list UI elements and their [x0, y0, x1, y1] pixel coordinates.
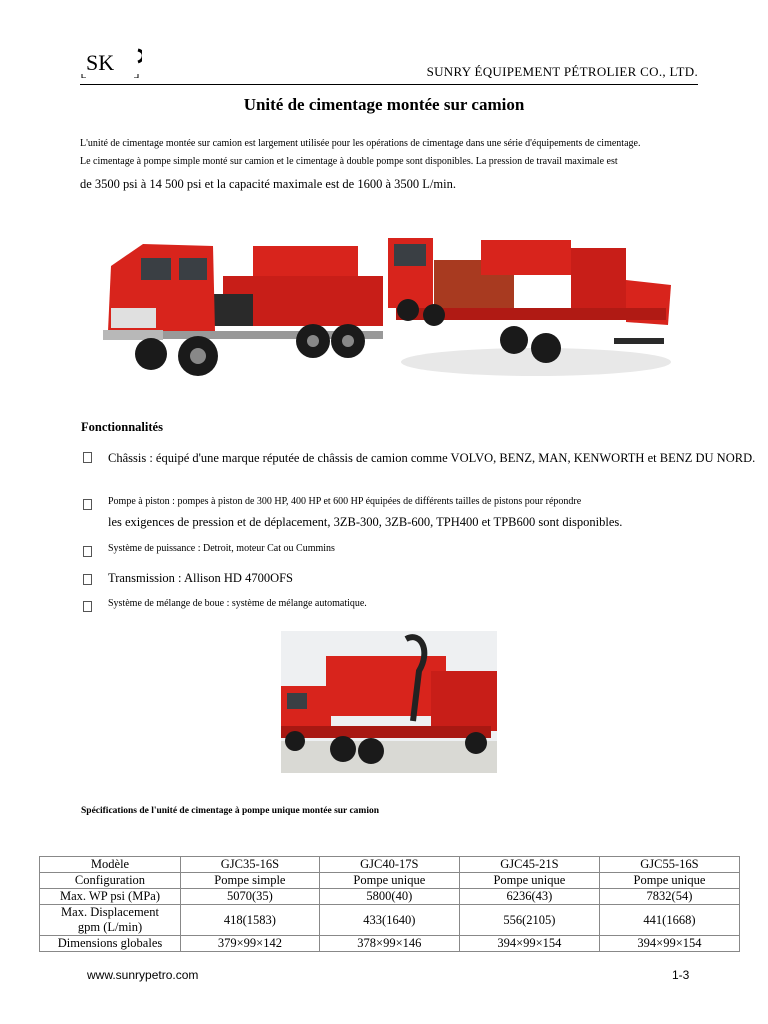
table-cell: Configuration: [40, 873, 181, 889]
footer-url: www.sunrypetro.com: [87, 968, 199, 982]
table-cell: Pompe unique: [459, 873, 599, 889]
table-cell: Max. Displacement gpm (L/min): [40, 905, 181, 936]
feature-text: Pompe à piston : pompes à piston de 300 HP, 400 HP et 600 HP équipées de différents tailles de pistons pour répondre: [108, 496, 582, 507]
feature-item-mixing: [83, 598, 756, 609]
logo-mark-icon: [80, 48, 142, 78]
company-logo: [80, 48, 142, 78]
table-cell: 394×99×154: [599, 936, 739, 952]
table-cell: 5070(35): [181, 889, 320, 905]
page-title: Unité de cimentage montée sur camion: [243, 95, 525, 114]
table-row: [40, 889, 740, 905]
table-cell: 433(1640): [319, 905, 459, 936]
table-cell: GJC35-16S: [181, 857, 320, 873]
table-cell: Modèle: [40, 857, 181, 873]
bullet-box-icon: [83, 574, 92, 585]
table-cell: Pompe simple: [181, 873, 320, 889]
table-cell: 418(1583): [181, 905, 320, 936]
table-cell: Max. WP psi (MPa): [40, 889, 181, 905]
table-cell: 7832(54): [599, 889, 739, 905]
table-cell: 378×99×146: [319, 936, 459, 952]
truck-photo-right: [386, 230, 673, 378]
feature-item-transmission: [83, 571, 756, 586]
feature-text: Transmission : Allison HD 4700OFS: [108, 571, 293, 585]
bullet-box-icon: [83, 601, 92, 612]
specs-caption: Spécifications de l'unité de cimentage à pompe unique montée sur camion: [81, 806, 380, 816]
bullet-box-icon: [83, 499, 92, 510]
table-cell: 379×99×142: [181, 936, 320, 952]
feature-text: les exigences de pression et de déplacement, 3ZB-300, 3ZB-600, TPH400 et TPB600 sont disponibles.: [108, 515, 623, 529]
feature-item-power: [83, 543, 756, 554]
intro-line-2: Le cimentage à pompe simple monté sur camion et le cimentage à double pompe sont disponibles. La pression de travail maximale est: [80, 156, 618, 167]
table-cell: Pompe unique: [319, 873, 459, 889]
table-cell: 556(2105): [459, 905, 599, 936]
header-rule: [80, 84, 698, 85]
feature-item-chassis: [83, 449, 756, 468]
feature-text: Châssis : équipé d'une marque réputée de châssis de camion comme VOLVO, BENZ, MAN, KENWORTH et BENZ DU NORD.: [108, 451, 756, 465]
logo-text: SK: [86, 50, 115, 75]
table-cell: Dimensions globales: [40, 936, 181, 952]
page-number: 1-3: [672, 968, 690, 982]
table-cell: 394×99×154: [459, 936, 599, 952]
company-name: SUNRY ÉQUIPEMENT PÉTROLIER CO., LTD.: [426, 64, 698, 79]
table-cell: 6236(43): [459, 889, 599, 905]
feature-text: Système de puissance : Detroit, moteur Cat ou Cummins: [108, 543, 335, 554]
table-cell: GJC40-17S: [319, 857, 459, 873]
table-cell: GJC55-16S: [599, 857, 739, 873]
bullet-box-icon: [83, 452, 92, 463]
table-row: [40, 873, 740, 889]
specs-table: [39, 856, 740, 952]
table-row: [40, 905, 740, 936]
features-title: Fonctionnalités: [81, 420, 163, 434]
table-cell: 441(1668): [599, 905, 739, 936]
feature-text: Système de mélange de boue : système de mélange automatique.: [108, 598, 367, 609]
intro-line-1: L'unité de cimentage montée sur camion est largement utilisée pour les opérations de cimentage dans une série d'équipements de cimentage.: [80, 138, 641, 149]
table-row: [40, 857, 740, 873]
feature-item-pump: [83, 496, 756, 507]
truck-photo-center: [281, 631, 497, 773]
bullet-box-icon: [83, 546, 92, 557]
intro-line-3: de 3500 psi à 14 500 psi et la capacité maximale est de 1600 à 3500 L/min.: [80, 177, 456, 191]
table-cell: GJC45-21S: [459, 857, 599, 873]
truck-photo-left: [103, 236, 386, 384]
feature-item-pump-cont: [83, 515, 756, 530]
table-cell: Pompe unique: [599, 873, 739, 889]
table-row: [40, 936, 740, 952]
table-cell: 5800(40): [319, 889, 459, 905]
